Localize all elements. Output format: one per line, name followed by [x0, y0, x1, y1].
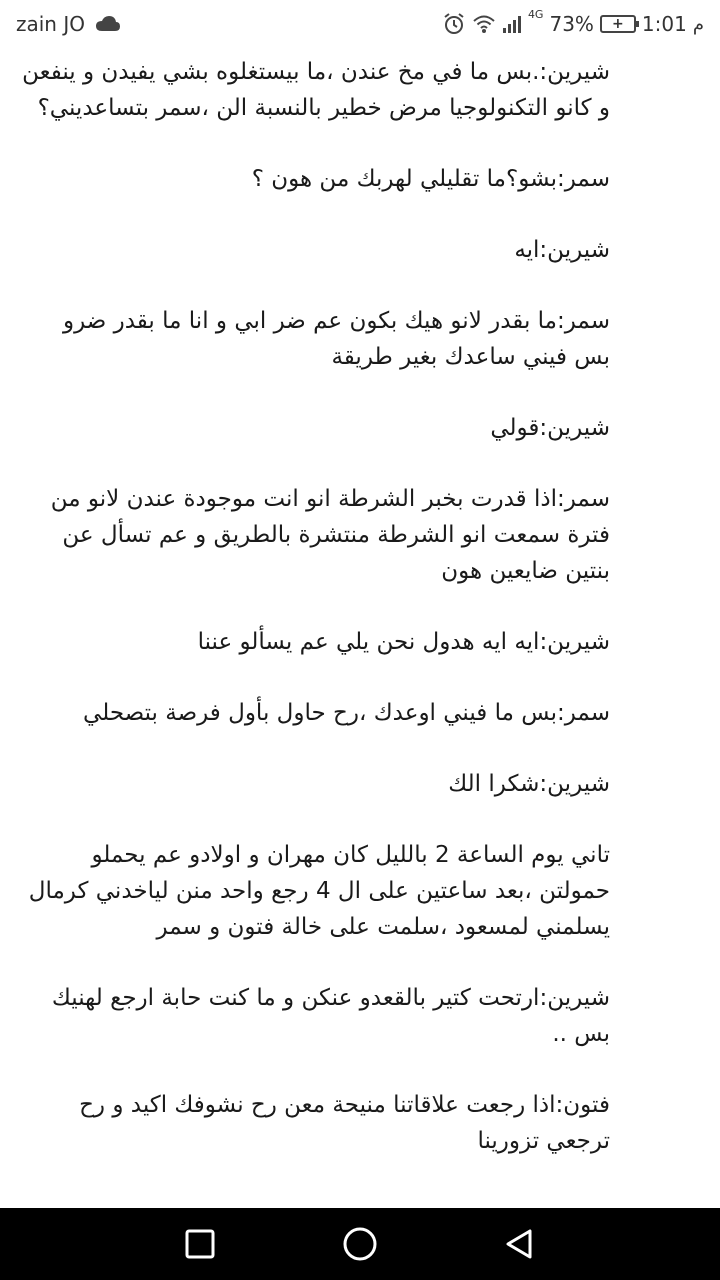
carrier-name: zain JO: [16, 12, 85, 36]
story-paragraph: شيرين:شكرا الك: [448, 771, 610, 797]
clock-time: 1:01: [641, 12, 687, 36]
story-paragraph: شيرين:قولي: [490, 415, 610, 441]
recents-square-icon: [185, 1229, 215, 1259]
battery-percent: 73%: [549, 12, 594, 36]
story-paragraph: تاني يوم الساعة 2 بالليل كان مهران و اولادو عم يحملو حمولتن ،بعد ساعتين على ال 4 رجع واحد منن لياخدني كرمال يسلمني لمسعود ،سلمت على خالة فتون و سمر: [28, 842, 610, 940]
status-left: [16, 10, 121, 38]
story-paragraph: شيرين:.بس ما في مخ عندن ،ما بيستغلوه بشي يفيدن و ينفعن و كانو التكنولوجيا مرض خطير بالنسبة الن ،سمر بتساعديني؟: [22, 59, 610, 121]
story-text: [0, 48, 720, 1159]
back-triangle-icon: [504, 1228, 536, 1260]
story-paragraph: سمر:اذا قدرت بخبر الشرطة انو انت موجودة عندن لانو من فترة سمعت انو الشرطة منتشرة بالطريق و عم تسأل عن بنتين ضايعين هون: [50, 486, 610, 584]
network-type: 4G: [527, 8, 544, 21]
status-bar: [0, 0, 720, 48]
story-paragraph: سمر:بشو؟ما تقليلي لهربك من هون ؟: [251, 166, 610, 192]
cloud-icon: [95, 15, 121, 33]
story-paragraph: شيرين:ارتحت كتير بالقعدو عنكن و ما كنت حابة ارجع لهنيك بس ..: [51, 985, 610, 1047]
navigation-bar: [0, 1208, 720, 1280]
clock-ampm: م: [692, 13, 704, 35]
recents-button[interactable]: [180, 1224, 220, 1264]
status-right: [442, 10, 704, 38]
story-paragraph: شيرين:ايه: [514, 237, 610, 263]
story-paragraph: فتون:اذا رجعت علاقاتنا منيحة معن رح نشوفك اكيد و رح ترجعي تزورينا: [79, 1092, 610, 1154]
back-button[interactable]: [500, 1224, 540, 1264]
battery-charging-icon: +: [600, 15, 636, 33]
wifi-icon: [472, 14, 496, 34]
story-reader[interactable]: [0, 48, 720, 1208]
signal-icon: [502, 14, 522, 34]
story-paragraph: سمر:بس ما فيني اوعدك ،رح حاول بأول فرصة بتصحلي: [83, 700, 610, 726]
story-paragraph: سمر:ما بقدر لانو هيك بكون عم ضر ابي و انا ما بقدر ضرو بس فيني ساعدك بغير طريقة: [62, 308, 610, 370]
story-paragraph: شيرين:ايه ايه هدول نحن يلي عم يسألو عننا: [197, 629, 610, 655]
home-circle-icon: [342, 1226, 378, 1262]
alarm-icon: [442, 12, 466, 36]
home-button[interactable]: [340, 1224, 380, 1264]
